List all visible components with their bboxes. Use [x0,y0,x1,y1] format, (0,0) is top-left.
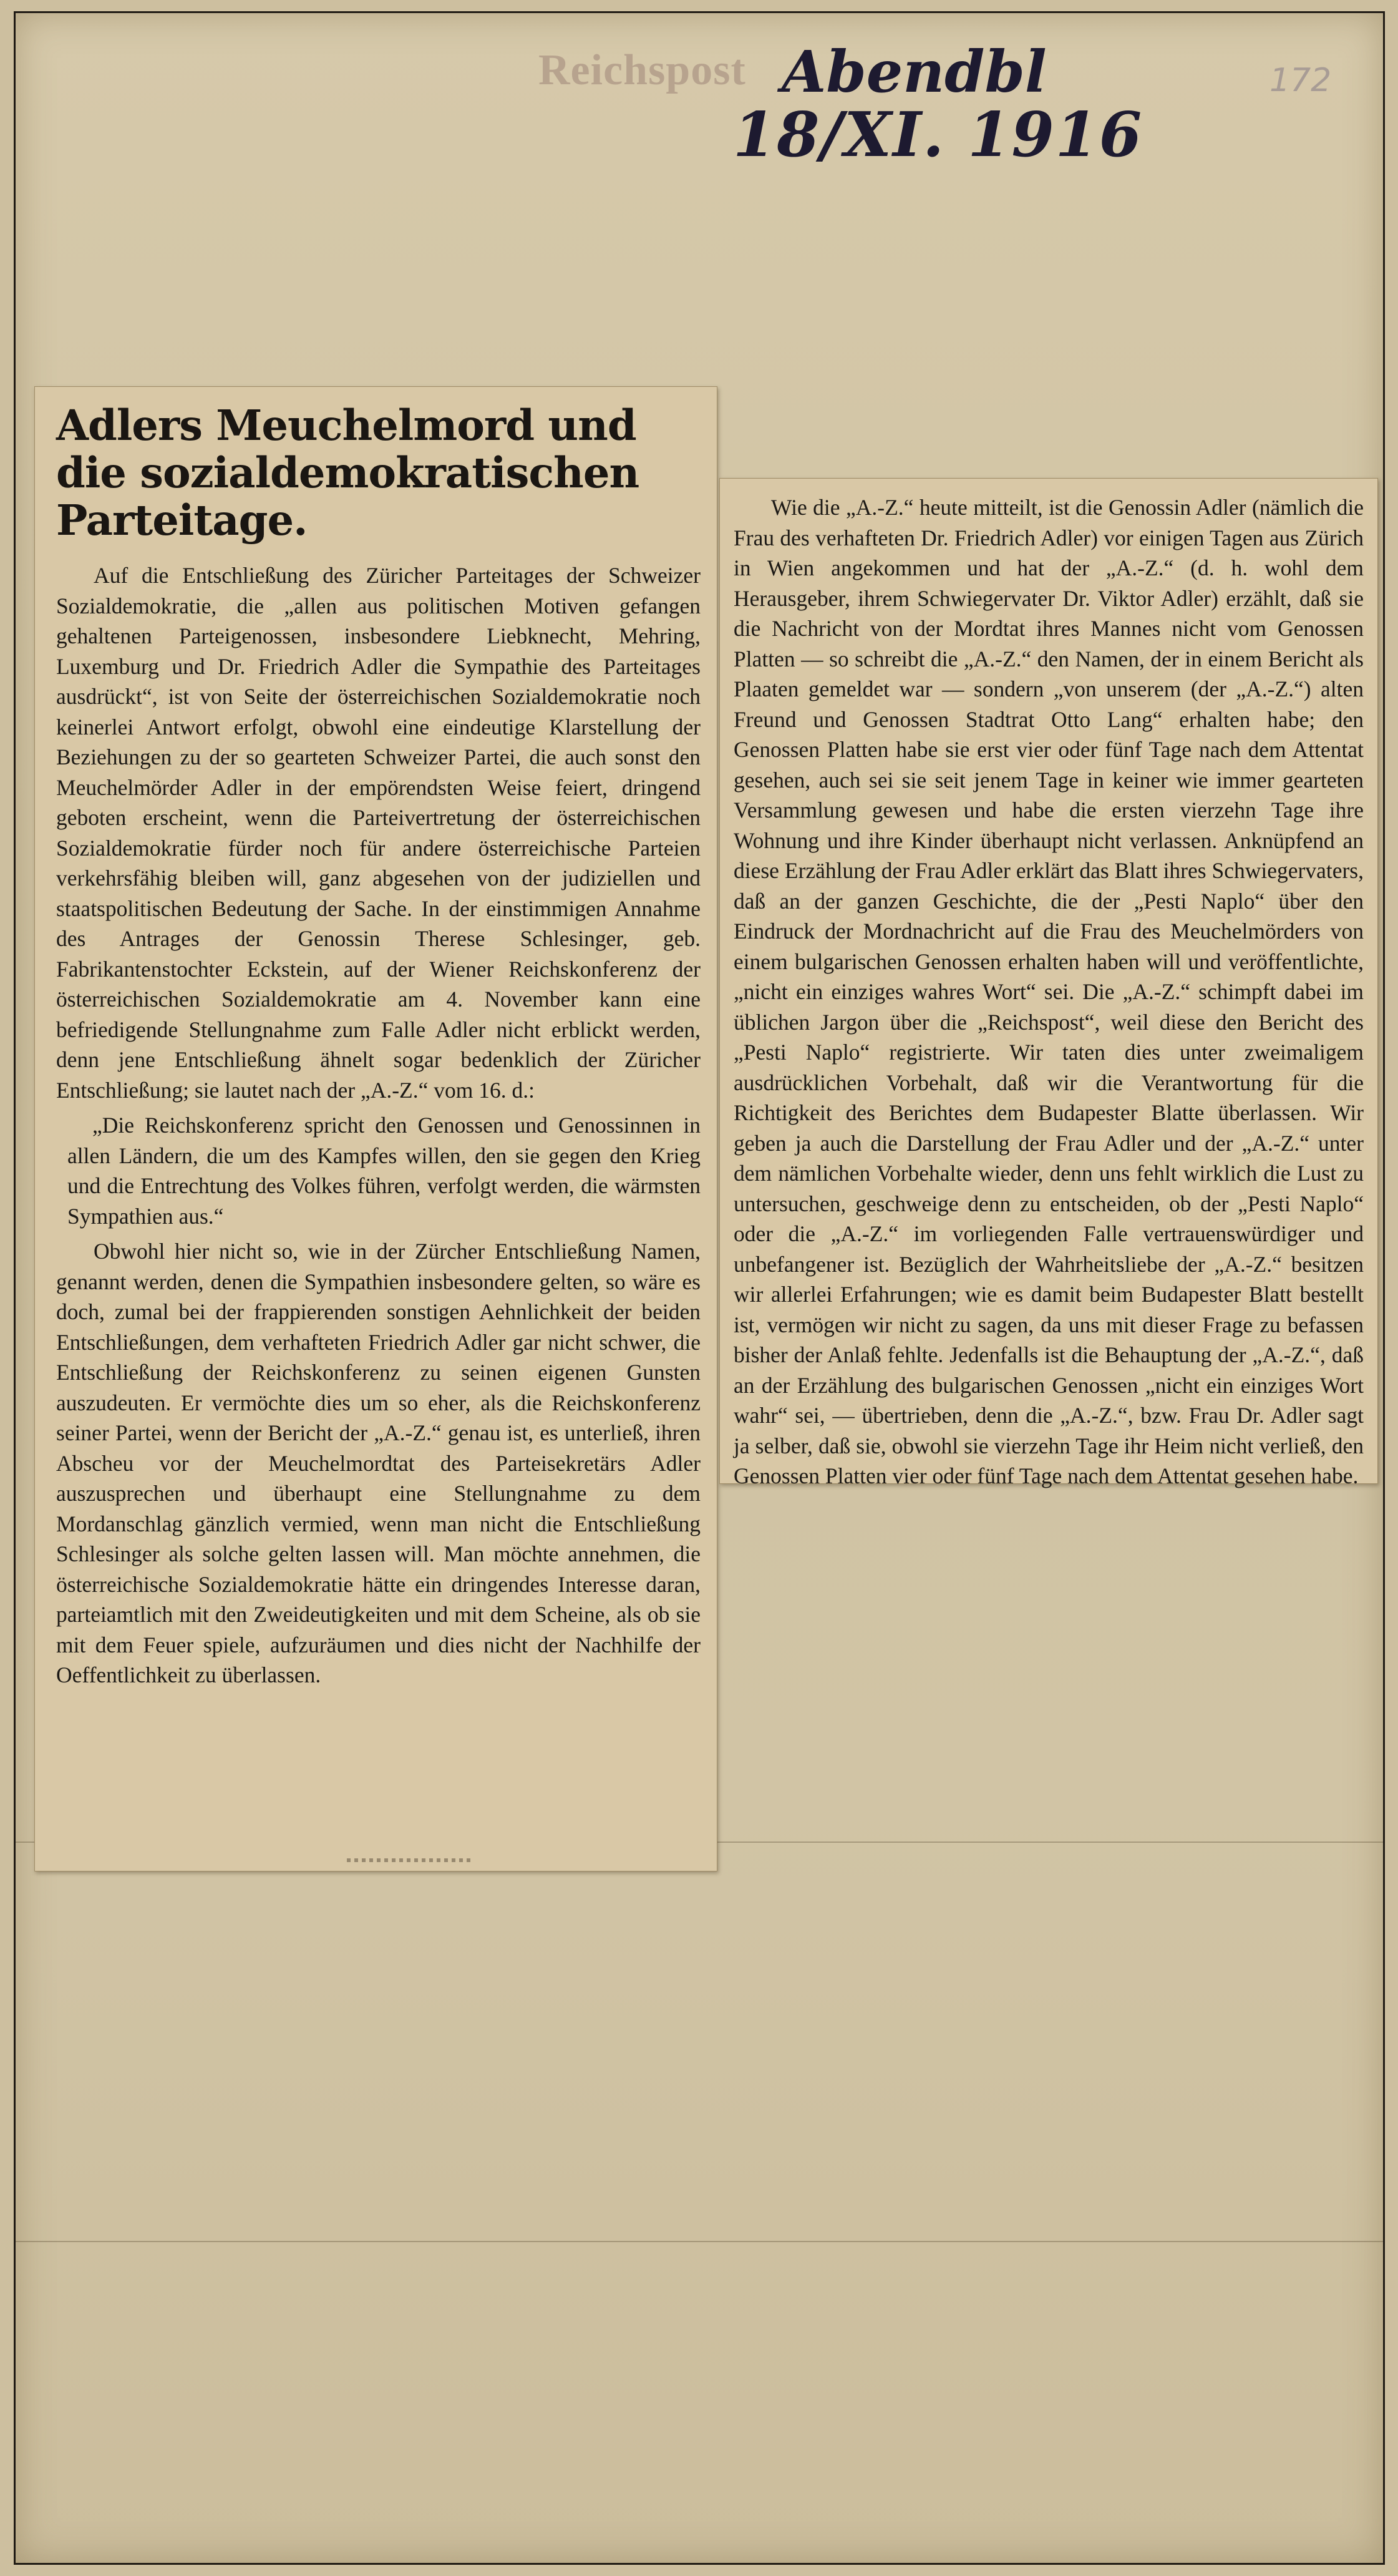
handwritten-edition-note: Abendbl [782,38,1047,105]
article-paragraph: Wie die „A.-Z.“ heute mitteilt, ist die Genossin Adler (nämlich die Frau des verhafteten Dr. Friedrich Adler) vor einigen Tagen aus Zürich in Wien angekommen und hat der „A.-Z.“ (d. h. wohl dem Herausgeber, ihrem Schwiegervater Dr. Viktor Adler) erzählt, daß sie die Nachricht von der Mordtat ihres Mannes nicht vom Genossen Platten — so schreibt die „A.-Z.“ den Namen, der in einem Bericht als Plaaten gemeldet war — sondern „von unserem (der „A.-Z.“) alten Freund und Genossen Stadtrat Otto Lang“ erhalten habe; den Genossen Platten habe sie erst vier oder fünf Tage nach dem Attentat gesehen, auch sei sie seit jenem Tage in keiner wie immer gearteten Versammlung gewesen und habe die ersten vierzehn Tage ihre Wohnung und ihre Kinder überhaupt nicht verlassen. Anknüpfend an diese Erzählung der Frau Adler erklärt das Blatt ihres Schwiegervaters, daß an der ganzen Geschichte, die der „Pesti Naplo“ über den Eindruck der Mordnachricht auf die Frau des Meuchelmörders von einem bulgarischen Genossen erhalten haben will und veröffentlichte, „nicht ein einziges wahres Wort“ sei. Die „A.-Z.“ schimpft dabei im üblichen Jargon über die „Reichspost“, weil diese den Bericht des „Pesti Naplo“ registrierte. Wir taten dies unter zweimaligem ausdrücklichen Vorbehalt, daß wir die Verantwortung für die Richtigkeit des Berichtes dem Budapester Blatte überlassen. Wir geben ja auch die Darstellung der Frau Adler und der „A.-Z.“ unter dem nämlichen Vorbehalte wieder, denn uns fehlt wirklich die Lust zu untersuchen, geschweige denn zu entscheiden, ob der „Pesti Naplo“ oder die „A.-Z.“ im vorliegenden Falle vertrauenswürdiger und unbefangener ist. Bezüglich der Wahrheitsliebe der „A.-Z.“ besitzen wir allerlei Erfahrungen; wie es damit beim Budapester Blatt bestellt ist, vermögen wir nicht zu sagen, da uns mit dieser Frage zu befassen bisher der Anlaß fehlte. Jedenfalls ist die Behauptung der „A.-Z.“, daß an der Erzählung des bulgarischen Genossen „nicht ein einziges Wort wahr“ sei, — übertrieben, denn die „A.-Z.“, bzw. Frau Dr. Adler sagt ja selber, daß sie, obwohl sie vierzehn Tage ihr Heim nicht verließ, den Genossen Platten vier oder fünf Tage nach dem Attentat gesehen habe. [734,495,1364,1488]
clipping-column-left [34,386,717,1871]
archive-number: 172 [1269,62,1332,99]
archive-sheet [14,11,1385,2565]
article-paragraph: Obwohl hier nicht so, wie in der Zürcher Entschließung Namen, genannt werden, denen die Sympathien insbesondere gelten, so wäre es doch, zumal bei der frappierenden sonstigen Aehnlichkeit der beiden Entschließungen, dem verhafteten Friedrich Adler gar nicht schwer, die Entschließung der Reichskonferenz zu seinen eigenen Gunsten auszudeuten. Er vermöchte dies um so eher, als die Reichskonferenz seiner Partei, wenn der Bericht der „A.-Z.“ genau ist, es unterließ, ihren Abscheu vor der Meuchelmordtat des Parteisekretärs Adler auszusprechen und überhaupt eine Stellungnahme zu dem Mordanschlag gänzlich vermied, wenn man nicht die Entschließung Schlesinger als solche gelten lassen will. Man möchte annehmen, die österreichische Sozialdemokratie hätte ein dringendes Interesse daran, parteiamtlich mit den Zweideutigkeiten und mit dem Scheine, als ob sie mit dem Feuer spiele, aufzuräumen und dies nicht der Nachhilfe der Oeffentlichkeit zu überlassen. [56,1239,701,1687]
newspaper-masthead: Reichspost [538,46,746,94]
article-quote: „Die Reichskonferenz spricht den Genossen und Genossinnen in allen Ländern, die um des Kampfes willen, den sie gegen den Krieg und die Entrechtung des Volkes führen, verfolgt werden, die wärmsten Sympathien aus.“ [67,1113,701,1229]
fold-line [16,2241,1383,2242]
handwritten-date: 18/XI. 1916 [733,99,1143,171]
clipping-column-right [719,478,1378,1488]
column-end-rule [347,1858,472,1862]
article-paragraph: Auf die Entschließung des Züricher Parteitages der Schweizer Sozialdemokratie, die „allen aus politischen Motiven gefangen gehaltenen Parteigenossen, insbesondere Liebknecht, Mehring, Luxemburg und Dr. Friedrich Adler die Sympathie des Parteitages ausdrückt“, ist von Seite der österreichischen Sozialdemokratie noch keinerlei Antwort erfolgt, obwohl eine eindeutige Klarstellung der Beziehungen zu der so gearteten Schweizer Partei, die auch sonst den Meuchelmörder Adler in der empörendsten Weise feiert, dringend geboten erscheint, wenn die Parteivertretung der österreichischen Sozialdemokratie fürder noch für andere österreichische Parteien verkehrsfähig bleiben will, ganz abgesehen von der judiziellen und staatspolitischen Bedeutung der Sache. In der einstimmigen Annahme des Antrages der Genossin Therese Schlesinger, geb. Fabrikantenstochter Eckstein, auf der Wiener Reichskonferenz der österreichischen Sozialdemokratie am 4. November kann eine befriedigende Stellungnahme zum Falle Adler nicht erblickt werden, denn jene Entschließung ähnelt sogar bedenklich der Züricher Entschließung; sie lautet nach der „A.-Z.“ vom 16. d.: [56,563,701,1103]
article-headline: Adlers Meuchelmord und die sozialdemokratischen Parteitage. [56,401,639,545]
